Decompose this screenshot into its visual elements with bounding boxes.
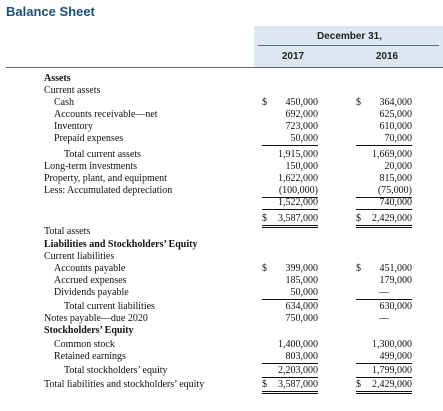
amount: 499,000 <box>379 351 412 362</box>
amount: 630,000 <box>379 301 412 312</box>
period-header-rule <box>258 45 439 46</box>
value-2016 <box>356 196 412 210</box>
amount: 692,000 <box>285 109 318 120</box>
amount: 2,203,000 <box>278 365 318 376</box>
value-2017 <box>262 378 318 394</box>
amount: 1,915,000 <box>278 149 318 160</box>
row-label: Accrued expenses <box>54 275 127 286</box>
amount: 2,429,000 <box>372 213 412 224</box>
amount: 451,000 <box>379 263 412 274</box>
row-label: Notes payable—due 2020 <box>44 313 148 324</box>
amount: 750,000 <box>285 313 318 324</box>
year-2016-header: 2016 <box>375 51 399 62</box>
value-2016 <box>356 350 412 364</box>
dollar-sign: $ <box>356 97 361 108</box>
row-label: Total current assets <box>64 149 142 160</box>
statement-row <box>0 324 443 338</box>
amount: 610,000 <box>379 121 412 132</box>
amount: (100,000) <box>278 185 318 196</box>
row-label: Dividends payable <box>54 287 129 298</box>
row-label: Total assets <box>44 226 91 237</box>
dollar-sign: $ <box>262 97 267 108</box>
row-label: Assets <box>44 73 71 84</box>
statement-row <box>0 364 443 378</box>
row-label: Total liabilities and stockholders’ equity <box>44 379 205 390</box>
row-label: Current assets <box>44 85 101 96</box>
amount: 450,000 <box>285 97 318 108</box>
value-2017 <box>262 350 318 364</box>
amount: 803,000 <box>285 351 318 362</box>
row-label: Cash <box>54 97 74 108</box>
row-label: Common stock <box>54 339 115 350</box>
row-label: Current liabilities <box>44 251 115 262</box>
dollar-sign: $ <box>262 213 267 224</box>
statement-row <box>0 286 443 300</box>
amount: 3,587,000 <box>278 213 318 224</box>
amount: 740,000 <box>379 197 412 208</box>
amount: 2,429,000 <box>372 379 412 390</box>
amount: — <box>379 287 389 298</box>
amount: 1,799,000 <box>372 365 412 376</box>
amount: 1,622,000 <box>278 173 318 184</box>
amount: 70,000 <box>384 133 412 144</box>
amount: 50,000 <box>290 133 318 144</box>
value-2016 <box>356 364 412 378</box>
amount: 634,000 <box>285 301 318 312</box>
dollar-sign: $ <box>356 379 361 390</box>
row-label: Total current liabilities <box>64 301 155 312</box>
row-label: Liabilities and Stockholders’ Equity <box>44 239 198 250</box>
amount: 185,000 <box>285 275 318 286</box>
value-2017 <box>262 196 318 210</box>
row-label: Total stockholders’ equity <box>64 365 168 376</box>
statement-row <box>0 350 443 364</box>
amount: 179,000 <box>379 275 412 286</box>
dollar-sign: $ <box>262 263 267 274</box>
amount: 364,000 <box>379 97 412 108</box>
period-header: December 31, <box>316 31 383 42</box>
row-label: Less: Accumulated depreciation <box>44 185 173 196</box>
statement-row <box>0 378 443 392</box>
statement-row <box>0 196 443 210</box>
amount: 625,000 <box>379 109 412 120</box>
header-bottom-rule <box>6 67 443 68</box>
statement-row <box>0 132 443 146</box>
dollar-sign: $ <box>262 379 267 390</box>
row-label: Long-term investments <box>44 161 138 172</box>
page-title: Balance Sheet <box>6 4 95 19</box>
value-2016 <box>356 378 412 394</box>
row-label: Retained earnings <box>54 351 126 362</box>
amount: 815,000 <box>379 173 412 184</box>
value-2017 <box>262 364 318 378</box>
value-2016 <box>356 132 412 146</box>
amount: 50,000 <box>290 287 318 298</box>
amount: 1,400,000 <box>278 339 318 350</box>
statement-row <box>0 212 443 226</box>
row-label: Inventory <box>54 121 93 132</box>
amount: 723,000 <box>285 121 318 132</box>
amount: — <box>379 313 389 324</box>
value-2017 <box>262 132 318 146</box>
row-label: Prepaid expenses <box>54 133 124 144</box>
amount: 1,522,000 <box>278 197 318 208</box>
amount: 1,669,000 <box>372 149 412 160</box>
amount: 399,000 <box>285 263 318 274</box>
amount: 1,300,000 <box>372 339 412 350</box>
amount: (75,000) <box>377 185 412 196</box>
year-2017-header: 2017 <box>281 51 305 62</box>
value-2017 <box>262 286 318 300</box>
amount: 3,587,000 <box>278 379 318 390</box>
row-label: Stockholders’ Equity <box>44 325 134 336</box>
row-label: Property, plant, and equipment <box>44 173 167 184</box>
value-2016 <box>356 286 412 300</box>
amount: 150,000 <box>285 161 318 172</box>
amount: 20,000 <box>384 161 412 172</box>
dollar-sign: $ <box>356 263 361 274</box>
row-label: Accounts receivable—net <box>54 109 158 120</box>
statement-row <box>0 225 443 239</box>
dollar-sign: $ <box>356 213 361 224</box>
row-label: Accounts payable <box>54 263 126 274</box>
